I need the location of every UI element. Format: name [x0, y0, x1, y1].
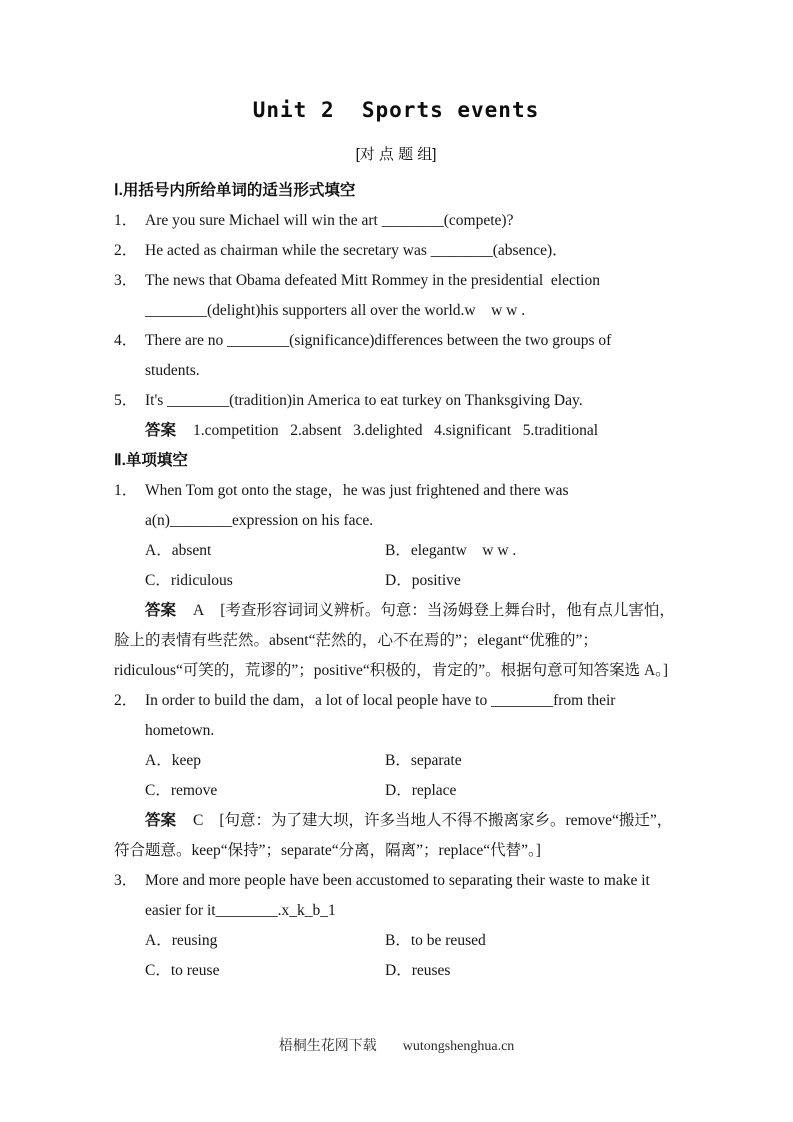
question-text: He acted as chairman while the secretary was ________(absence)． — [145, 242, 568, 259]
option-d: D．reuses — [385, 962, 451, 979]
question-text: The news that Obama defeated Mitt Rommey in the presidential election — [145, 272, 600, 289]
s2-question-2 — [114, 686, 678, 866]
s2-question-3 — [114, 866, 678, 986]
answer-explanation — [114, 596, 678, 686]
option-c: C．ridiculous — [145, 572, 233, 589]
footer-site-name: 梧桐生花网下载 — [278, 1039, 377, 1054]
option-d: D．positive — [385, 572, 461, 589]
s1-question-4 — [114, 326, 678, 386]
explanation-text: [句意：为了建大坝，许多当地人不得不搬离家乡。remove“搬迁”，符合题意。keep“保持”；separate“分离，隔离”；replace“代替”。] — [114, 812, 673, 859]
question-number: 2． — [114, 242, 138, 259]
answer-label: 答案 — [145, 602, 177, 619]
footer-site-url: wutongshenghua.cn — [402, 1039, 515, 1054]
section-1-heading: Ⅰ.用括号内所给单词的适当形式填空 — [114, 182, 356, 199]
question-text: More and more people have been accustomed to separating their waste to make it — [145, 872, 650, 889]
s1-answer-line — [145, 416, 678, 446]
s2-question-1 — [114, 476, 678, 686]
question-number: 2． — [114, 692, 138, 709]
answer-label: 答案 — [145, 812, 177, 829]
answer-letter: C — [193, 812, 204, 829]
question-text: There are no ________(significance)differences between the two groups of — [145, 332, 612, 349]
options-row — [145, 776, 678, 806]
question-text: hometown. — [145, 722, 215, 739]
s1-question-3 — [114, 266, 678, 326]
page-subtitle: [对 点 题 组] — [355, 146, 437, 163]
answer-explanation — [114, 806, 678, 866]
options-row — [145, 746, 678, 776]
page-title: Unit 2 Sports events — [252, 98, 540, 122]
answer-label: 答案 — [145, 422, 177, 439]
option-c: C．to reuse — [145, 962, 220, 979]
question-number: 3． — [114, 872, 138, 889]
s1-question-1 — [114, 206, 678, 236]
question-text: When Tom got onto the stage，he was just frightened and there was — [145, 482, 569, 499]
s1-question-5 — [114, 386, 678, 416]
s1-question-2 — [114, 236, 678, 266]
question-text: It's ________(tradition)in America to eat turkey on Thanksgiving Day. — [145, 392, 583, 409]
question-text: students. — [145, 362, 200, 379]
question-number: 3． — [114, 272, 138, 289]
options-row — [145, 956, 678, 986]
question-text: a(n)________expression on his face. — [145, 512, 374, 529]
answer-letter: A — [193, 602, 205, 619]
question-text: easier for it________.x_k_b_1 — [145, 902, 336, 919]
answer-text: 1.competition 2.absent 3.delighted 4.significant 5.traditional — [193, 422, 599, 439]
question-text: In order to build the dam，a lot of local people have to ________from their — [145, 692, 616, 709]
option-a: A．keep — [145, 752, 201, 769]
options-row — [145, 566, 678, 596]
option-b: B．to be reused — [385, 932, 486, 949]
footer — [0, 1036, 793, 1058]
options-row — [145, 536, 678, 566]
option-d: D．replace — [385, 782, 457, 799]
question-number: 1． — [114, 482, 138, 499]
question-number: 4． — [114, 332, 138, 349]
question-text: ________(delight)his supporters all over the world.w w w . — [145, 302, 526, 319]
option-a: A．absent — [145, 542, 212, 559]
option-b: B．elegantw w w . — [385, 542, 517, 559]
explanation-text: [考查形容词词义辨析。句意：当汤姆登上舞台时，他有点儿害怕，脸上的表情有些茫然。absent“茫然的，心不在焉的”；elegant“优雅的”；ridiculous“可笑的，荒谬的”；positive“积极的，肯定的”。根据句意可知答案选 A。] — [114, 602, 675, 679]
option-a: A．reusing — [145, 932, 218, 949]
option-b: B．separate — [385, 752, 462, 769]
question-number: 5． — [114, 392, 138, 409]
section-2-heading: Ⅱ.单项填空 — [114, 452, 188, 469]
question-number: 1． — [114, 212, 138, 229]
options-row — [145, 926, 678, 956]
option-c: C．remove — [145, 782, 218, 799]
question-text: Are you sure Michael will win the art ________(compete)? — [145, 212, 514, 229]
